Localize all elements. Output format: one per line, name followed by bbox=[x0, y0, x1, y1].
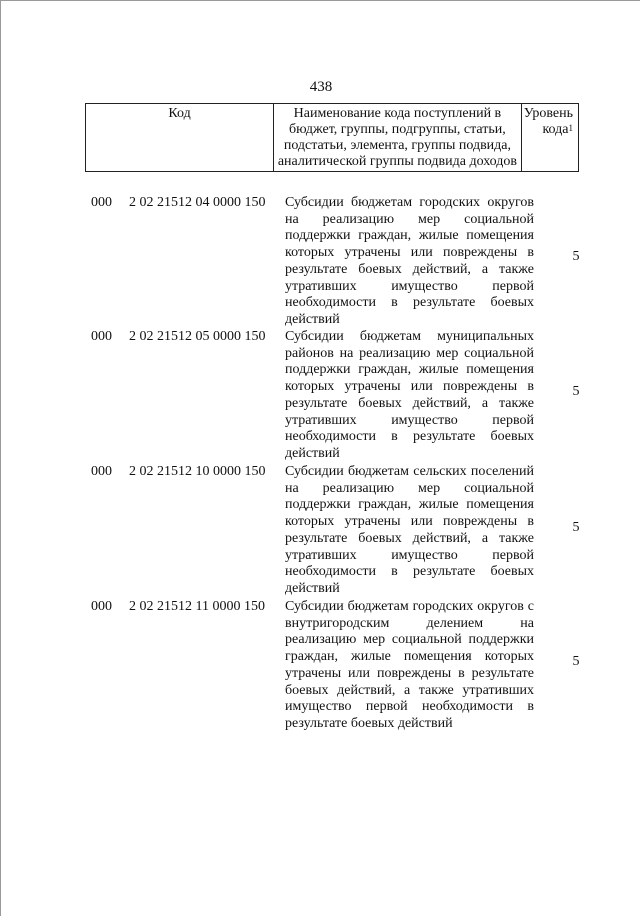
header-row bbox=[86, 104, 579, 172]
row-level: 5 bbox=[572, 520, 580, 535]
page-number: 438 bbox=[309, 79, 333, 95]
row-prefix: 000 bbox=[91, 195, 112, 210]
row-prefix: 000 bbox=[91, 599, 112, 614]
row-name: Субсидии бюджетам муниципальных районов на реализацию мер социальной поддержки граждан, жилые помещения которых утрачены или повреждены в результате боевых действий, а также утративших имущество первой необходимости в результате боевых действий bbox=[285, 329, 534, 461]
row-name: Субсидии бюджетам городских округов на реализацию мер социальной поддержки граждан, жилые помещения которых утрачены или повреждены в результате боевых действий, а также утративших имущество первой необходимости в результате боевых действий bbox=[285, 195, 534, 327]
row-code: 2 02 21512 10 0000 150 bbox=[129, 464, 266, 479]
row-name: Субсидии бюджетам сельских поселений на реализацию мер социальной поддержки граждан, жилые помещения которых утрачены или повреждены в результате боевых действий, а также утративших имущество первой необходимости в результате боевых действий bbox=[285, 464, 534, 596]
row-name: Субсидии бюджетам городских округов с внутригородским делением на реализацию мер социальной поддержки граждан, жилые помещения которых утрачены или повреждены в результате боевых действий, а также утративших имущество первой необходимости в результате боевых действий bbox=[285, 599, 534, 731]
row-level: 5 bbox=[572, 654, 580, 669]
row-code: 2 02 21512 04 0000 150 bbox=[129, 195, 266, 210]
header-level-label: Уровень кода bbox=[523, 106, 573, 137]
header-level-footnote: 1 bbox=[568, 123, 573, 133]
row-level: 5 bbox=[572, 384, 580, 399]
header-level bbox=[521, 104, 578, 172]
row-prefix: 000 bbox=[91, 464, 112, 479]
row-code: 2 02 21512 05 0000 150 bbox=[129, 329, 266, 344]
header-code: Код bbox=[86, 104, 274, 172]
row-code: 2 02 21512 11 0000 150 bbox=[129, 599, 265, 614]
header-table bbox=[85, 103, 579, 172]
row-level: 5 bbox=[572, 249, 580, 264]
header-name: Наименование кода поступлений в бюджет, группы, подгруппы, статьи, подстатьи, элемента, группы подвида, аналитической группы подвида доходов bbox=[274, 104, 522, 172]
row-prefix: 000 bbox=[91, 329, 112, 344]
